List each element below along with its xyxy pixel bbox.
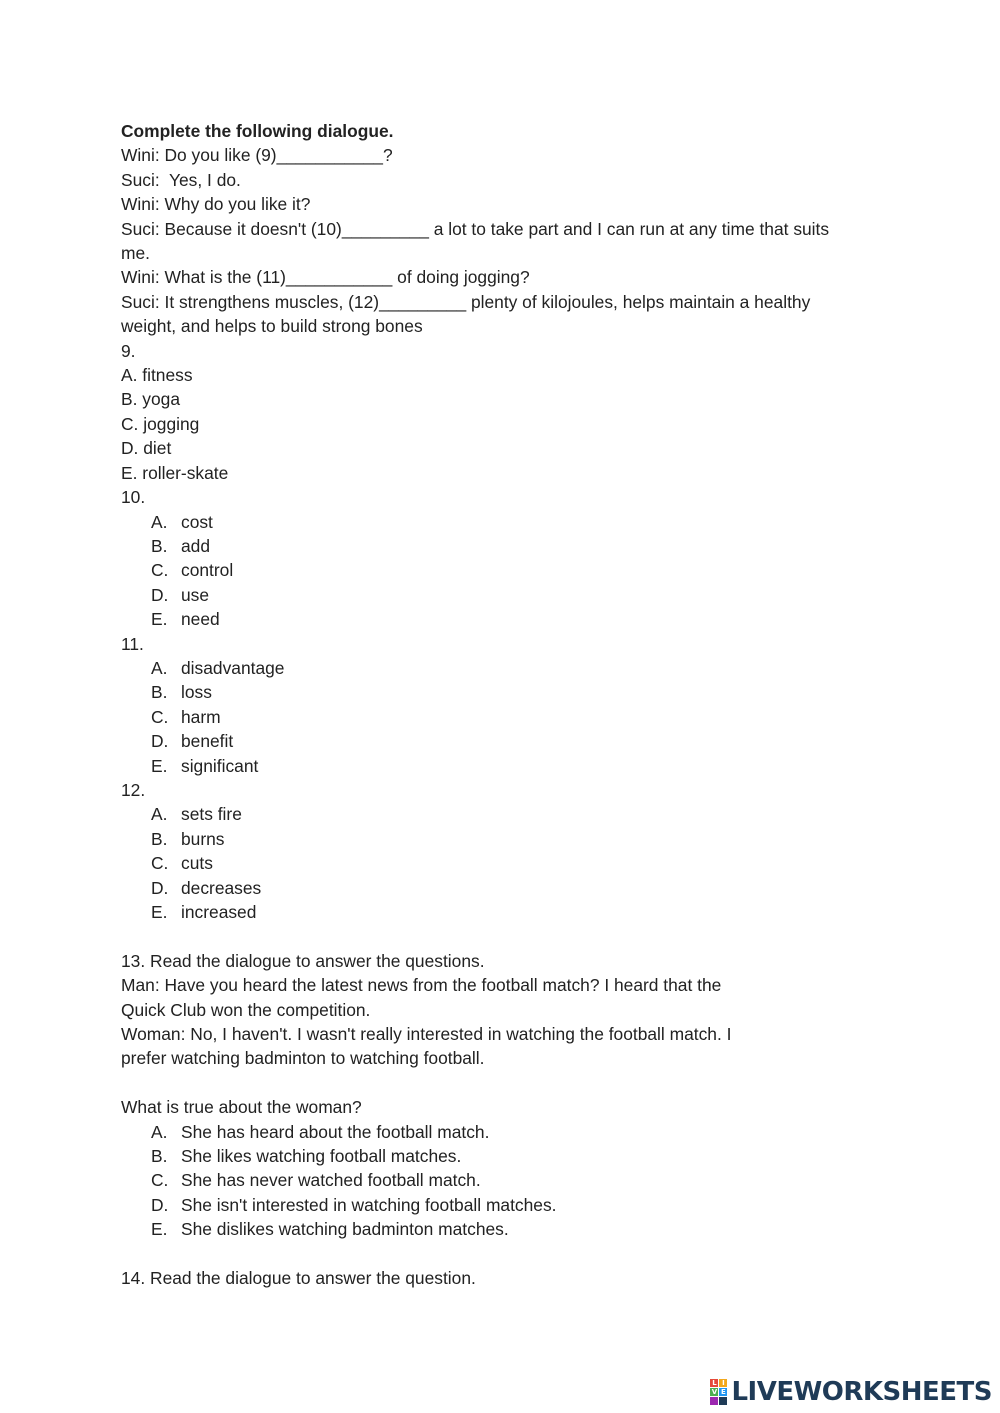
option-letter: E.: [151, 755, 168, 776]
option-text: increased: [181, 902, 257, 922]
logo-icon: [710, 1379, 727, 1405]
dialogue-line: me.: [121, 243, 150, 264]
option-letter: D.: [121, 438, 139, 459]
option-letter: A.: [121, 365, 138, 386]
option-text: loss: [181, 682, 212, 703]
option-letter: B.: [151, 828, 168, 849]
logo-cell: L: [712, 1379, 717, 1387]
dialogue-line: weight, and helps to build strong bones: [121, 316, 423, 337]
option-letter: D.: [151, 584, 169, 605]
option-text: roller-skate: [142, 462, 229, 483]
q12-option-a[interactable]: [121, 802, 921, 826]
question-11-number: 11.: [121, 633, 144, 654]
logo-cell: E: [721, 1388, 726, 1396]
option-text: sets fire: [181, 804, 242, 825]
option-text: She dislikes watching badminton matches.: [181, 1219, 509, 1240]
option-text: decreases: [181, 877, 262, 898]
option-text: She isn't interested in watching football matches.: [181, 1194, 557, 1215]
option-text: harm: [181, 706, 221, 727]
q11-option-e[interactable]: [121, 754, 921, 778]
q13-option-e[interactable]: [121, 1217, 921, 1241]
logo-cell: [710, 1397, 718, 1405]
q11-option-b[interactable]: [121, 680, 921, 704]
worksheet-heading: Complete the following dialogue.: [121, 121, 394, 141]
option-letter: E.: [151, 609, 168, 630]
dialogue-line: Wini: What is the (11)___________ of doing jogging?: [121, 267, 530, 288]
option-letter: A.: [151, 1121, 168, 1142]
q13-option-c[interactable]: [121, 1168, 921, 1192]
option-text: yoga: [142, 389, 180, 410]
option-text: add: [181, 535, 211, 556]
dialogue-line: Wini: Do you like (9)___________?: [121, 145, 393, 166]
option-letter: C.: [121, 413, 139, 434]
option-letter: A.: [151, 657, 168, 678]
q12-option-d[interactable]: [121, 876, 921, 900]
option-letter: E.: [151, 1219, 168, 1240]
option-letter: C.: [151, 853, 169, 874]
option-letter: D.: [151, 1194, 169, 1215]
option-text: She has heard about the football match.: [181, 1121, 490, 1142]
option-text: diet: [143, 438, 172, 459]
q9-option-d[interactable]: [121, 436, 921, 460]
logo-cell: [719, 1397, 727, 1405]
liveworksheets-logo[interactable]: [710, 1377, 992, 1407]
q9-option-e[interactable]: [121, 461, 921, 485]
q12-option-b[interactable]: [121, 827, 921, 851]
option-letter: A.: [151, 804, 168, 825]
spacer: [121, 1071, 921, 1095]
question-12-number: 12.: [121, 779, 146, 800]
option-letter: A.: [151, 511, 168, 532]
q10-option-d[interactable]: [121, 583, 921, 607]
option-text: disadvantage: [181, 657, 285, 678]
option-text: control: [181, 560, 234, 581]
option-text: cuts: [181, 853, 213, 874]
spacer: [121, 924, 921, 948]
option-text: She has never watched football match.: [181, 1170, 481, 1191]
dialogue-line: Suci: Yes, I do.: [121, 169, 241, 190]
dialogue-line: prefer watching badminton to watching football.: [121, 1048, 485, 1069]
option-letter: B.: [151, 1146, 168, 1167]
q13-option-d[interactable]: [121, 1193, 921, 1217]
question-13-intro: 13. Read the dialogue to answer the questions.: [121, 950, 485, 971]
option-letter: C.: [151, 560, 169, 581]
option-letter: E.: [121, 462, 138, 483]
question-10-number: 10.: [121, 487, 146, 508]
option-letter: B.: [121, 389, 138, 410]
q12-option-c[interactable]: [121, 851, 921, 875]
question-13-text: What is true about the woman?: [121, 1097, 362, 1118]
q11-option-a[interactable]: [121, 656, 921, 680]
question-14-intro: 14. Read the dialogue to answer the question.: [121, 1268, 476, 1289]
dialogue-line: Woman: No, I haven't. I wasn't really interested in watching the football match. I: [121, 1024, 732, 1045]
dialogue-line: Suci: Because it doesn't (10)_________ a lot to take part and I can run at any time that suits: [121, 218, 830, 239]
q10-option-e[interactable]: [121, 607, 921, 631]
option-letter: C.: [151, 1170, 169, 1191]
option-text: benefit: [181, 731, 234, 752]
logo-text: LIVEWORKSHEETS: [731, 1377, 992, 1407]
option-text: burns: [181, 828, 225, 849]
q13-option-a[interactable]: [121, 1120, 921, 1144]
option-text: need: [181, 609, 220, 630]
option-text: cost: [181, 511, 213, 532]
worksheet-page: [121, 119, 921, 1290]
option-letter: D.: [151, 731, 169, 752]
q10-option-c[interactable]: [121, 558, 921, 582]
q13-option-b[interactable]: [121, 1144, 921, 1168]
option-text: She likes watching football matches.: [181, 1146, 462, 1167]
option-text: fitness: [142, 365, 193, 386]
option-text: jogging: [143, 413, 200, 434]
q9-option-c[interactable]: [121, 412, 921, 436]
q11-option-c[interactable]: [121, 705, 921, 729]
dialogue-line: Suci: It strengthens muscles, (12)_________ plenty of kilojoules, helps maintain a healthy: [121, 291, 811, 312]
option-text: significant: [181, 755, 259, 776]
dialogue-line: Wini: Why do you like it?: [121, 194, 311, 215]
question-9-number: 9.: [121, 340, 136, 361]
q9-option-b[interactable]: [121, 387, 921, 411]
q10-option-b[interactable]: [121, 534, 921, 558]
q12-option-e[interactable]: [121, 900, 921, 924]
option-letter: B.: [151, 535, 168, 556]
option-letter: C.: [151, 706, 169, 727]
logo-cell: I: [719, 1379, 727, 1387]
option-letter: B.: [151, 682, 168, 703]
option-text: use: [181, 584, 210, 605]
q9-option-a[interactable]: [121, 363, 921, 387]
option-letter: E.: [151, 902, 168, 922]
q10-option-a[interactable]: [121, 510, 921, 534]
dialogue-line: Man: Have you heard the latest news from the football match? I heard that the: [121, 975, 722, 996]
option-letter: D.: [151, 877, 169, 898]
dialogue-line: Quick Club won the competition.: [121, 999, 371, 1020]
logo-cell: V: [711, 1388, 718, 1396]
q11-option-d[interactable]: [121, 729, 921, 753]
spacer: [121, 1242, 921, 1266]
